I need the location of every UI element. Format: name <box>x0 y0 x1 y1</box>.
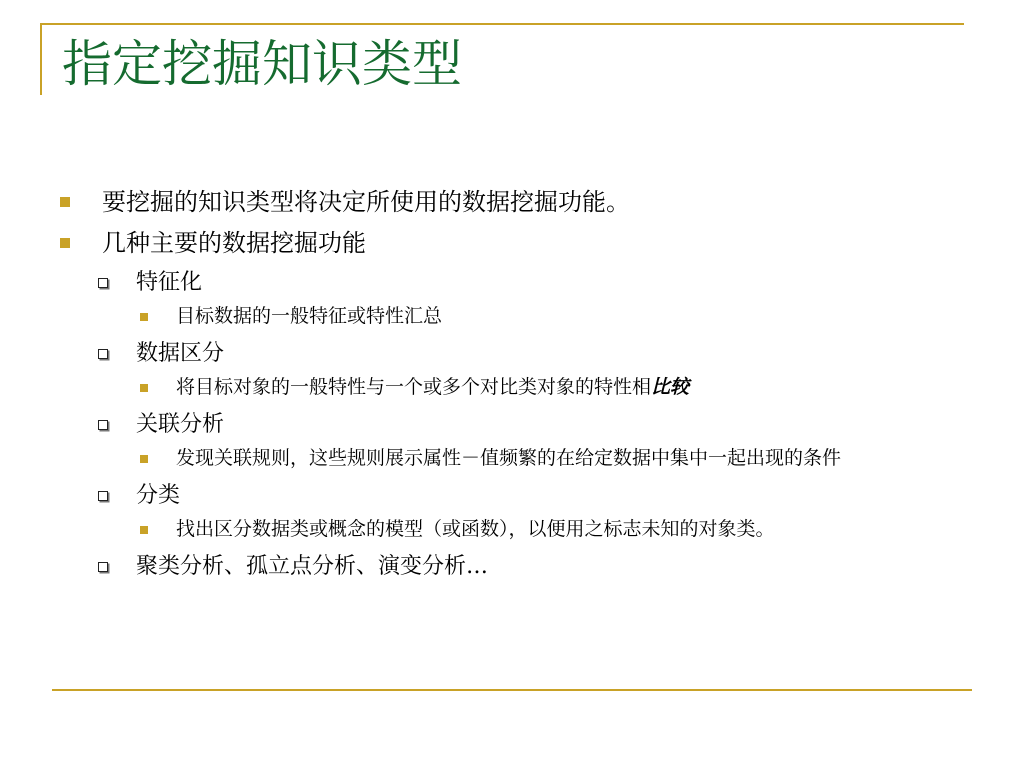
hollow-square-bullet-icon <box>98 349 108 359</box>
sub-bullet-text: 分类 <box>136 483 181 508</box>
bullet-item <box>60 225 960 261</box>
bullet-text: 要挖掘的知识类型将决定所使用的数据挖掘功能。 <box>102 188 630 216</box>
small-square-bullet-icon <box>140 313 148 321</box>
square-bullet-icon <box>60 238 70 248</box>
bullet-text: 几种主要的数据挖掘功能 <box>102 229 366 257</box>
bullet-list <box>60 184 960 586</box>
detail-bullet-item <box>140 444 960 472</box>
detail-bullet-item <box>140 373 960 401</box>
sub-bullet-item <box>98 408 960 441</box>
bullet-item <box>60 184 960 220</box>
top-divider <box>40 23 964 25</box>
sub-bullet-item <box>98 266 960 299</box>
hollow-square-bullet-icon <box>98 278 108 288</box>
detail-text: 发现关联规则，这些规则展示属性－值频繁的在给定数据中集中一起出现的条件 <box>176 447 842 469</box>
small-square-bullet-icon <box>140 384 148 392</box>
detail-text <box>176 373 689 401</box>
sub-bullet-item <box>98 550 960 583</box>
sub-bullet-text: 关联分析 <box>136 412 225 437</box>
small-square-bullet-icon <box>140 526 148 534</box>
sub-bullet-item <box>98 479 960 512</box>
detail-text: 目标数据的一般特征或特性汇总 <box>176 305 443 327</box>
detail-text-main: 将目标对象的一般特性与一个或多个对比类对象的特性相 <box>176 376 652 398</box>
hollow-square-bullet-icon <box>98 491 108 501</box>
left-divider <box>40 23 42 95</box>
hollow-square-bullet-icon <box>98 562 108 572</box>
slide-title: 指定挖掘知识类型 <box>62 35 462 93</box>
sub-bullet-text: 聚类分析、孤立点分析、演变分析… <box>136 554 489 579</box>
bottom-divider <box>52 689 972 691</box>
detail-bullet-item <box>140 515 960 543</box>
hollow-square-bullet-icon <box>98 420 108 430</box>
detail-text: 找出区分数据类或概念的模型（或函数），以便用之标志未知的对象类。 <box>176 518 775 540</box>
square-bullet-icon <box>60 197 70 207</box>
emphasized-text: 比较 <box>651 376 690 398</box>
detail-bullet-item <box>140 302 960 330</box>
sub-bullet-text: 特征化 <box>136 270 203 295</box>
sub-bullet-text: 数据区分 <box>136 341 225 366</box>
sub-bullet-item <box>98 337 960 370</box>
small-square-bullet-icon <box>140 455 148 463</box>
